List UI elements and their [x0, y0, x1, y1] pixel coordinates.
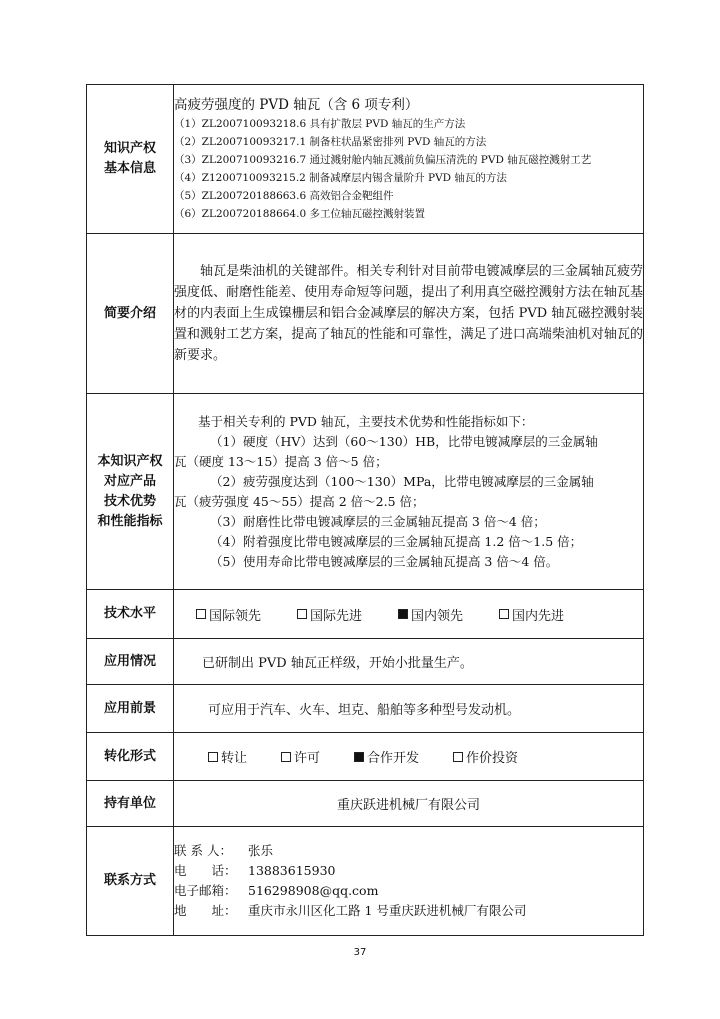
label-tech-level: 技术水平	[87, 590, 174, 639]
info-table-container	[86, 84, 644, 936]
tech-line-6: （3）耐磨性比带电镀减摩层的三金属轴瓦提高 3 倍～4 倍；	[210, 513, 546, 529]
checkbox-checked-icon	[398, 609, 408, 619]
level-option-domestic-leading[interactable]	[398, 605, 463, 624]
level-option-domestic-advanced[interactable]	[499, 605, 564, 624]
checkbox-icon	[196, 609, 206, 619]
row-transfer-form	[87, 733, 644, 781]
ip-title: 高疲劳强度的 PVD 轴瓦（含 6 项专利）	[174, 96, 419, 113]
level-option-intl-leading[interactable]	[196, 605, 261, 624]
row-owner	[87, 781, 644, 827]
row-ip-basic	[87, 85, 644, 234]
ip-item-1: （1）ZL200710093218.6 具有扩散层 PVD 轴瓦的生产方法	[174, 117, 466, 130]
page-number: 37	[353, 947, 367, 958]
transfer-form-options	[174, 747, 643, 766]
contact-email-value: 516298908@qq.com	[248, 883, 379, 898]
contact-cell	[174, 827, 644, 936]
form-option-transfer[interactable]	[208, 747, 247, 766]
form-option-license[interactable]	[281, 747, 320, 766]
ip-item-5: （5）ZL200720188663.6 高效铝合金靶组件	[174, 189, 394, 202]
contact-person	[174, 841, 643, 861]
tech-cell	[174, 394, 644, 590]
tech-line-1: 基于相关专利的 PVD 轴瓦，主要技术优势和性能指标如下：	[198, 413, 534, 429]
label-tech-l3: 技术优势	[103, 493, 156, 509]
level-option-text: 国际领先	[209, 608, 262, 624]
tech-line-2: （1）硬度（HV）达到（60～130）HB，比带电镀减摩层的三金属轴	[210, 433, 598, 449]
row-tech-level	[87, 590, 644, 639]
checkbox-checked-icon	[354, 752, 364, 762]
label-tech	[87, 394, 174, 590]
form-option-text: 合作开发	[367, 751, 420, 766]
intro-text-content: 轴瓦是柴油机的关键部件。相关专利针对目前带电镀减摩层的三金属轴瓦疲劳强度低、耐磨性能差、使用寿命短等问题，提出了利用真空磁控溅射方法在轴瓦基材的内表面上生成镍栅层和铝合金减摩层的解决方案，包括 PVD 轴瓦磁控溅射装置和溅射工艺方案，提高了轴瓦的性能和可靠性，满足了进口高端柴油机对轴瓦的新要求。	[174, 264, 643, 363]
row-intro	[87, 234, 644, 394]
ip-item-6: （6）ZL200720188664.0 多工位轴瓦磁控溅射装置	[174, 207, 425, 220]
row-prospect	[87, 685, 644, 733]
contact-phone-value: 13883615930	[248, 863, 336, 878]
level-option-intl-advanced[interactable]	[297, 605, 362, 624]
label-transfer-form: 转化形式	[87, 733, 174, 781]
row-contact	[87, 827, 644, 936]
level-option-text: 国际先进	[310, 608, 363, 624]
label-prospect: 应用前景	[87, 685, 174, 733]
row-application	[87, 639, 644, 685]
row-tech	[87, 394, 644, 590]
tech-level-cell	[174, 590, 644, 639]
checkbox-icon	[453, 752, 463, 762]
prospect-text: 可应用于汽车、火车、坦克、船舶等多种型号发动机。	[208, 703, 521, 718]
label-ip-basic-l1: 知识产权	[103, 141, 156, 156]
transfer-form-cell	[174, 733, 644, 781]
contact-key: 联 系 人：	[174, 843, 232, 858]
contact-key: 地 址：	[174, 903, 237, 918]
level-option-text: 国内先进	[512, 608, 565, 624]
ip-item-2: （2）ZL200710093217.1 制备柱状晶紧密排列 PVD 轴瓦的方法	[174, 135, 487, 148]
owner-text: 重庆跃进机械厂有限公司	[336, 798, 480, 813]
tech-line-8: （5）使用寿命比带电镀减摩层的三金属轴瓦提高 3 倍～4 倍。	[210, 553, 559, 569]
tech-level-options	[174, 605, 643, 624]
label-tech-l1: 本知识产权	[97, 453, 163, 469]
label-intro: 简要介绍	[87, 234, 174, 394]
form-option-text: 转让	[221, 751, 248, 766]
label-application: 应用情况	[87, 639, 174, 685]
label-ip-basic-l2: 基本信息	[103, 161, 156, 176]
label-owner: 持有单位	[87, 781, 174, 827]
tech-line-4: （2）疲劳强度达到（100～130）MPa，比带电镀减摩层的三金属轴	[210, 473, 594, 489]
ip-item-4: （4）Z1200710093215.2 制备减摩层内锡含量阶升 PVD 轴瓦的方法	[174, 171, 507, 184]
level-option-text: 国内领先	[411, 608, 464, 624]
checkbox-icon	[499, 609, 509, 619]
contact-key: 电子邮箱：	[174, 883, 237, 898]
form-option-text: 作价投资	[466, 751, 519, 766]
form-option-cooperation[interactable]	[354, 747, 419, 766]
tech-line-5: 瓦（疲劳强度 45～55）提高 2 倍～2.5 倍；	[174, 493, 425, 509]
prospect-cell	[174, 685, 644, 733]
checkbox-icon	[208, 752, 218, 762]
checkbox-icon	[281, 752, 291, 762]
contact-person-value: 张乐	[248, 843, 274, 858]
contact-address	[174, 901, 643, 921]
contact-phone	[174, 861, 643, 881]
ip-item-3: （3）ZL200710093216.7 通过溅射舱内轴瓦溅前负偏压清洗的 PVD 轴瓦磁控溅射工艺	[174, 153, 592, 166]
owner-cell	[174, 781, 644, 827]
form-option-investment[interactable]	[453, 747, 518, 766]
contact-key: 电 话：	[174, 863, 237, 878]
ip-cell	[174, 85, 644, 234]
contact-email	[174, 881, 643, 901]
label-tech-l2: 对应产品	[103, 473, 156, 489]
application-cell	[174, 639, 644, 685]
form-option-text: 许可	[294, 751, 321, 766]
application-text: 已研制出 PVD 轴瓦正样级，开始小批量生产。	[202, 656, 473, 671]
intro-cell	[174, 234, 644, 394]
checkbox-icon	[297, 609, 307, 619]
tech-line-7: （4）附着强度比带电镀减摩层的三金属轴瓦提高 1.2 倍～1.5 倍；	[210, 533, 583, 549]
label-contact: 联系方式	[87, 827, 174, 936]
intro-text	[174, 261, 643, 366]
info-table	[86, 84, 644, 936]
label-ip-basic	[87, 85, 174, 234]
contact-address-value: 重庆市永川区化工路 1 号重庆跃进机械厂有限公司	[248, 903, 527, 918]
label-tech-l4: 和性能指标	[97, 513, 163, 529]
tech-line-3: 瓦（硬度 13～15）提高 3 倍～5 倍；	[174, 453, 388, 469]
